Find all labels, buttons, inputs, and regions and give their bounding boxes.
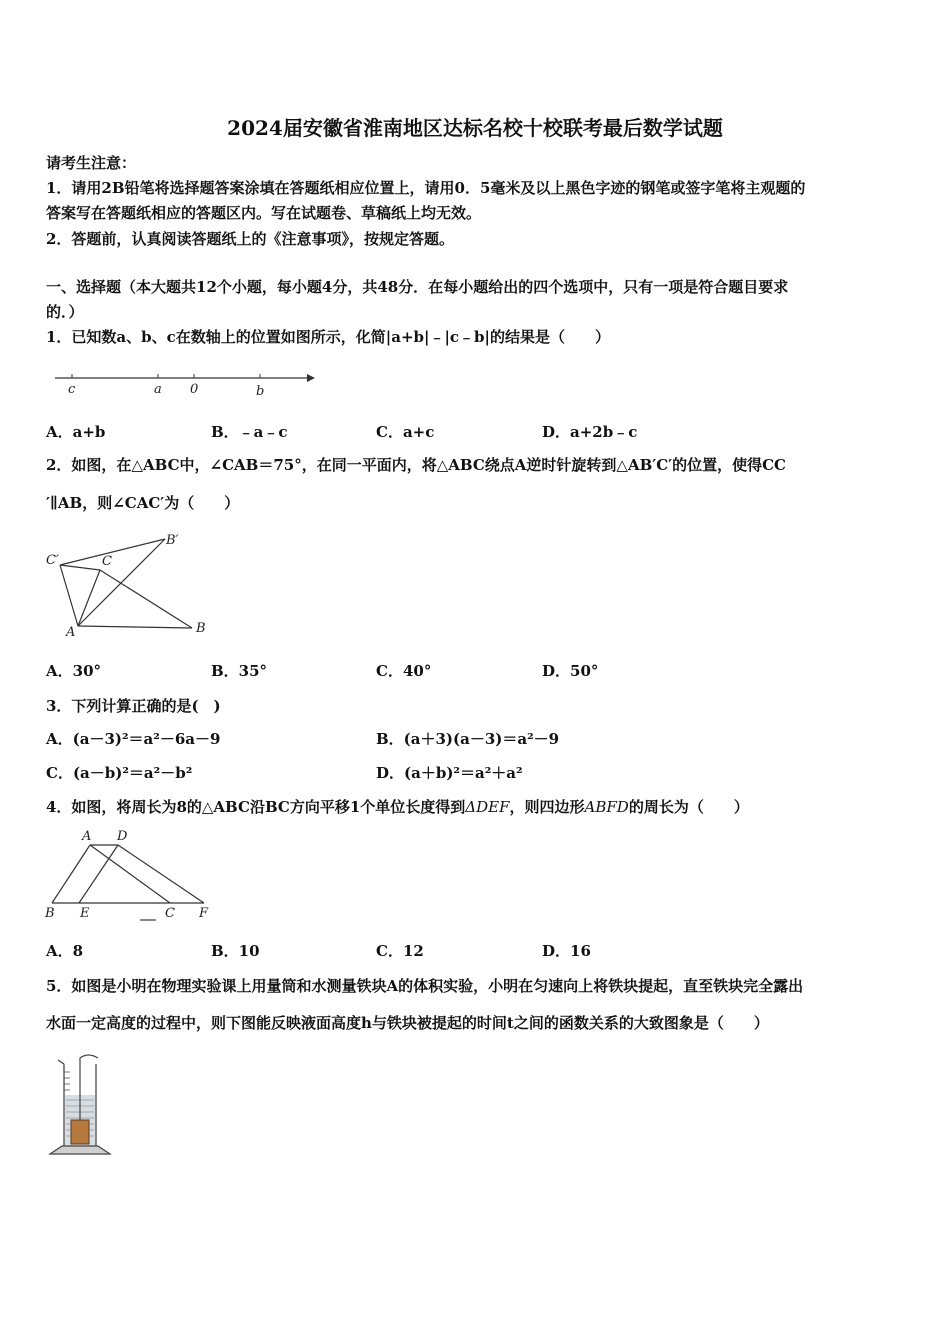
q2-option-d: D．50°: [542, 662, 599, 680]
q1-option-c: C．a+c: [376, 423, 435, 441]
label-c: C: [102, 554, 112, 569]
q5-stem-line-1: 5．如图是小明在物理实验课上用量筒和水测量铁块A的体积实验，小明在匀速向上将铁块提起，直至铁块完全露出: [46, 977, 804, 995]
section-heading-line-1: 一、选择题（本大题共12个小题，每小题4分，共48分．在每小题给出的四个选项中，只有一项是符合题目要求: [46, 278, 789, 296]
q4-option-a: A．8: [46, 942, 84, 960]
label-b: B: [196, 621, 206, 636]
label-c: c: [68, 382, 76, 397]
page-title: 2024届安徽省淮南地区达标名校十校联考最后数学试题: [227, 116, 723, 140]
q3-option-a: A．(a－3)²＝a²－6a－9: [46, 730, 221, 748]
q1-stem: 1．已知数a、b、c在数轴上的位置如图所示，化简|a+b|﹣|c﹣b|的结果是（ ）: [46, 328, 611, 346]
label-e: E: [80, 906, 90, 921]
label-a: a: [154, 382, 162, 397]
notice-line-1b: 答案写在答题纸相应的答题区内。写在试题卷、草稿纸上均无效。: [46, 204, 482, 222]
q2-stem-line-2: ′∥AB，则∠CAC′为（ ）: [46, 494, 240, 512]
label-b: B: [45, 906, 55, 921]
q2-option-c: C．40°: [376, 662, 432, 680]
q1-option-b: B．﹣a﹣c: [211, 423, 288, 441]
rotation-triangle-figure: [40, 528, 220, 643]
label-b: b: [256, 384, 265, 399]
notice-line-1a: 1．请用2B铅笔将选择题答案涂填在答题纸相应位置上，请用0．5毫米及以上黑色字迹的钢笔或签字笔将主观题的: [46, 179, 806, 197]
label-b-prime: B′: [166, 533, 179, 548]
q2-option-a: A．30°: [46, 662, 102, 680]
q1-option-d: D．a+2b﹣c: [542, 423, 638, 441]
q4-math-abfd: ABFD: [584, 798, 629, 816]
label-a: A: [82, 829, 92, 844]
q2-option-b: B．35°: [211, 662, 268, 680]
q3-option-c: C．(a－b)²＝a²－b²: [46, 764, 193, 782]
q3-option-b: B．(a＋3)(a－3)＝a²－9: [376, 730, 560, 748]
q3-stem: 3．下列计算正确的是( ): [46, 697, 221, 715]
measuring-cylinder-figure: [44, 1050, 114, 1160]
label-0: 0: [190, 382, 199, 397]
notice-line-2: 2．答题前，认真阅读答题纸上的《注意事项》，按规定答题。: [46, 230, 454, 248]
q4-option-b: B．10: [211, 942, 260, 960]
label-a: A: [66, 625, 76, 640]
label-c-prime: C′: [46, 553, 59, 568]
q5-stem-line-2: 水面一定高度的过程中，则下图能反映液面高度h与铁块被提起的时间t之间的函数关系的大致图象是（ ）: [46, 1014, 769, 1032]
label-c: C: [165, 906, 175, 921]
q1-option-a: A．a+b: [46, 423, 106, 441]
q4-stem: [46, 796, 749, 817]
number-line-figure: [55, 365, 315, 401]
q4-stem-part-1: 4．如图，将周长为8的△ABC沿BC方向平移1个单位长度得到: [46, 798, 466, 816]
q4-option-d: D．16: [542, 942, 591, 960]
notice-heading: 请考生注意：: [46, 154, 137, 172]
q4-math-def: ΔDEF: [465, 798, 510, 816]
label-d: D: [117, 829, 128, 844]
q4-stem-part-3: 的周长为（ ）: [628, 798, 749, 816]
label-f: F: [199, 906, 209, 921]
translation-triangle-figure: [42, 828, 222, 928]
q4-stem-part-2: ，则四边形: [509, 798, 585, 816]
q4-option-c: C．12: [376, 942, 424, 960]
section-heading-line-2: 的．）: [46, 303, 84, 321]
q2-stem-line-1: 2．如图，在△ABC中，∠CAB＝75°，在同一平面内，将△ABC绕点A逆时针旋转到△AB′C′的位置，使得CC: [46, 456, 786, 474]
q3-option-d: D．(a＋b)²＝a²＋a²: [376, 764, 523, 782]
